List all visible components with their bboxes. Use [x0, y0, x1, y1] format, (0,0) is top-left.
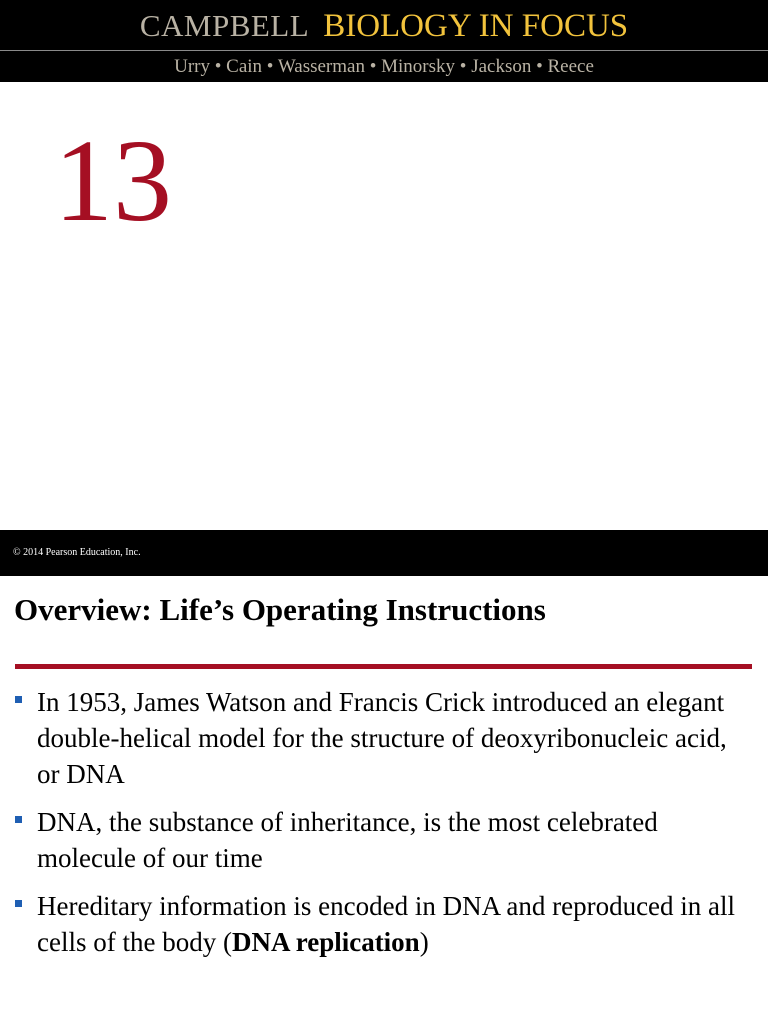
bullet-item [0, 684, 768, 792]
author-name: Urry [174, 56, 210, 77]
square-bullet-icon [15, 816, 22, 823]
copyright-text: © 2014 Pearson Education, Inc. [13, 547, 141, 558]
bullet-text-end: ) [419, 927, 429, 957]
brand-header [0, 0, 768, 50]
bullet-list [0, 684, 768, 972]
author-name: Minorsky [381, 56, 456, 77]
author-separator: • [266, 56, 274, 77]
square-bullet-icon [15, 696, 22, 703]
brand-title: BIOLOGY IN FOCUS [323, 8, 629, 44]
author-name: Jackson [471, 56, 532, 77]
bold-term: DNA replication [231, 927, 420, 957]
author-separator: • [536, 56, 543, 77]
title-rule [15, 664, 752, 669]
bullet-item [0, 888, 768, 960]
author-name: Wasserman [277, 56, 365, 77]
footer-bar [0, 530, 768, 576]
square-bullet-icon [15, 900, 22, 907]
chapter-number: 13 [54, 115, 172, 246]
author-list [0, 51, 768, 82]
author-separator: • [214, 56, 222, 77]
bullet-item [0, 804, 768, 876]
overview-slide [0, 576, 768, 1024]
author-separator: • [369, 56, 377, 77]
bullet-text: In 1953, James Watson and Francis Crick introduced an elegant double-helical model for the structure of deoxyribonucleic acid, or DNA [37, 687, 727, 789]
brand-campbell: CAMPBELL [139, 8, 310, 43]
author-name: Reece [547, 56, 594, 77]
slide-title: Overview: Life’s Operating Instructions [14, 592, 546, 627]
author-name: Cain [226, 56, 263, 77]
author-separator: • [459, 56, 467, 77]
bullet-text: Hereditary information is encoded in DNA and reproduced in all cells of the body ( [37, 891, 736, 957]
bullet-text: DNA, the substance of inheritance, is the most celebrated molecule of our time [37, 807, 658, 873]
